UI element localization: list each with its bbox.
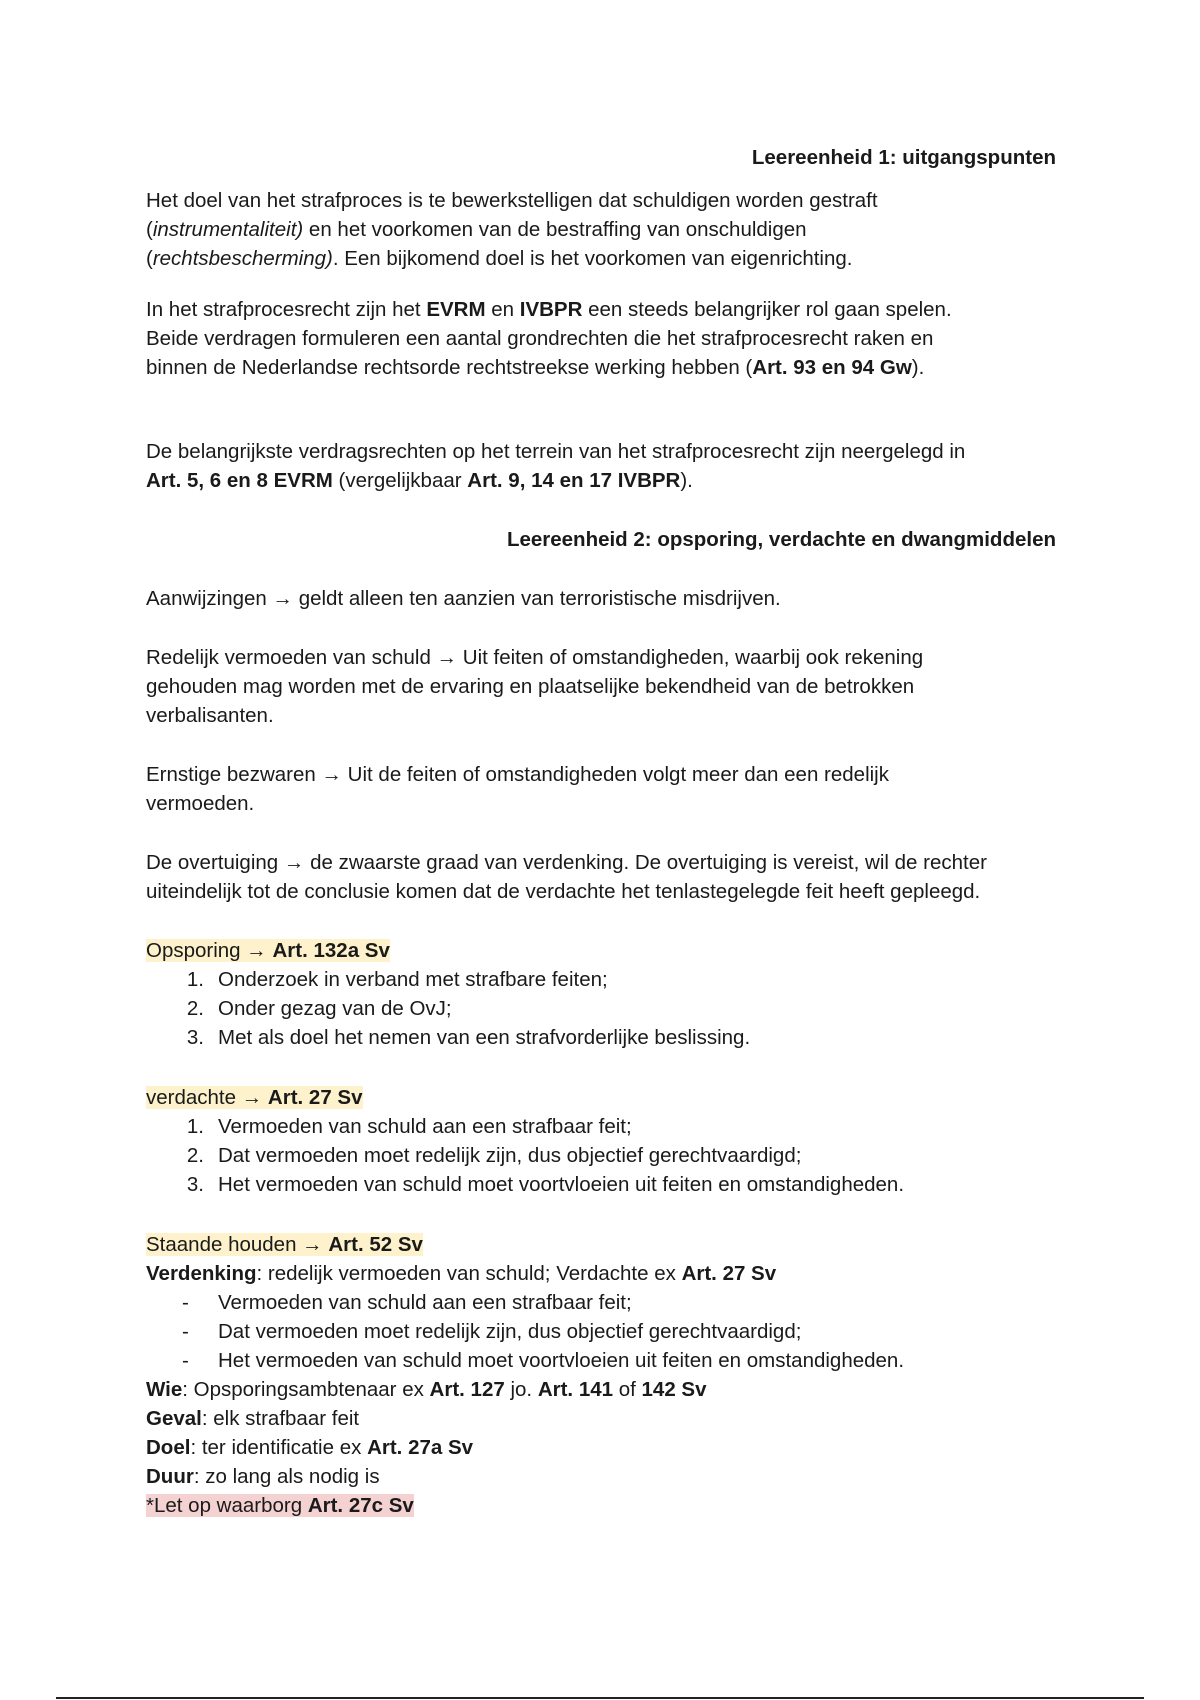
bold-article: Art. 5, 6 en 8 EVRM [146, 469, 333, 492]
text: verdachte → [146, 1086, 268, 1109]
text-line: De overtuiging → de zwaarste graad van verdenking. De overtuiging is vereist, wil de rechter [146, 851, 987, 874]
text-line: Ernstige bezwaren → Uit de feiten of omstandigheden volgt meer dan een redelijk [146, 763, 889, 786]
text: : redelijk vermoeden van schuld; Verdachte ex [256, 1262, 682, 1285]
text-line: Het doel van het strafproces is te bewerkstelligen dat schuldigen worden gestraft [146, 189, 878, 212]
text: binnen de Nederlandse rechtsorde rechtstreekse werking hebben ( [146, 356, 753, 379]
bottom-divider [56, 1697, 1144, 1699]
text-line [146, 353, 1056, 382]
text: : elk strafbaar feit [201, 1407, 360, 1430]
text-line: uiteindelijk tot de conclusie komen dat de verdachte het tenlastegelegde feit heeft gepleegd. [146, 880, 981, 903]
text-line [146, 215, 1056, 244]
highlight-staande-houden [146, 1233, 423, 1256]
text-line [146, 295, 1056, 324]
highlight-verdachte [146, 1086, 363, 1109]
label-doel: Doel [146, 1436, 191, 1459]
list-item [146, 1170, 1056, 1199]
list-text: Het vermoeden van schuld moet voortvloeien uit feiten en omstandigheden. [218, 1349, 905, 1372]
list-item [146, 1112, 1056, 1141]
highlight-opsporing [146, 939, 390, 962]
list-text: Dat vermoeden moet redelijk zijn, dus objectief gerechtvaardigd; [218, 1144, 802, 1167]
list-number: 2. [186, 997, 204, 1020]
text: ( [146, 218, 153, 241]
section-verdachte [146, 1083, 1056, 1112]
list-item [146, 1023, 1056, 1052]
heading-leereenheid-1: Leereenheid 1: uitgangspunten [751, 146, 1056, 169]
paragraph-overtuiging [146, 848, 1056, 906]
bold-article: Art. 127 [429, 1378, 505, 1401]
list-text: Dat vermoeden moet redelijk zijn, dus objectief gerechtvaardigd; [218, 1320, 802, 1343]
text-line: verbalisanten. [146, 704, 274, 727]
list-item [146, 965, 1056, 994]
bold-article: Art. 9, 14 en 17 IVBPR [467, 469, 681, 492]
text: *Let op waarborg [146, 1494, 308, 1517]
list-text: Onderzoek in verband met strafbare feiten; [218, 968, 608, 991]
text-line: Beide verdragen formuleren een aantal grondrechten die het strafprocesrecht raken en [146, 327, 934, 350]
text-line [146, 244, 1056, 273]
list-opsporing [146, 965, 1056, 1052]
list-text: Vermoeden van schuld aan een strafbaar feit; [218, 1115, 632, 1138]
label-verdenking: Verdenking [146, 1262, 257, 1285]
text-line [146, 1259, 1056, 1288]
list-verdenking [146, 1288, 1056, 1375]
list-text: Het vermoeden van schuld moet voortvloeien uit feiten en omstandigheden. [218, 1173, 905, 1196]
bold-article: Art. 93 en 94 Gw [752, 356, 912, 379]
label-geval: Geval [146, 1407, 202, 1430]
text-line: De belangrijkste verdragsrechten op het terrein van het strafprocesrecht zijn neergelegd in [146, 440, 966, 463]
list-text: Vermoeden van schuld aan een strafbaar feit; [218, 1291, 632, 1314]
paragraph-redelijk-vermoeden [146, 643, 1056, 730]
text: ( [146, 247, 153, 270]
bullet-dash: - [182, 1320, 189, 1343]
bold-evrm: EVRM [426, 298, 486, 321]
list-number: 3. [186, 1026, 204, 1049]
list-item [146, 994, 1056, 1023]
text: en [485, 298, 520, 321]
bold-article: 142 Sv [641, 1378, 707, 1401]
list-number: 1. [186, 968, 204, 991]
bold-article: Art. 27 Sv [267, 1086, 363, 1109]
text-line: Redelijk vermoeden van schuld → Uit feiten of omstandigheden, waarbij ook rekening [146, 646, 924, 669]
text-line [146, 936, 1056, 965]
text: ). [680, 469, 693, 492]
list-text: Onder gezag van de OvJ; [218, 997, 452, 1020]
text-line [146, 1462, 1056, 1491]
section-staande-houden [146, 1230, 1056, 1288]
paragraph-verdragsrechten [146, 437, 1056, 495]
text-line [146, 466, 1056, 495]
text-line: vermoeden. [146, 792, 255, 815]
text-line: gehouden mag worden met de ervaring en plaatselijke bekendheid van de betrokken [146, 675, 915, 698]
term-instrumentaliteit: instrumentaliteit) [152, 218, 304, 241]
list-item [146, 1141, 1056, 1170]
bold-article: Art. 132a Sv [272, 939, 390, 962]
list-number: 1. [186, 1115, 204, 1138]
bold-article: Art. 52 Sv [328, 1233, 423, 1256]
text: : ter identificatie ex [190, 1436, 368, 1459]
text-line [146, 1230, 1056, 1259]
list-number: 2. [186, 1144, 204, 1167]
text: Opsporing → [146, 939, 273, 962]
text-line [146, 1404, 1056, 1433]
paragraph-aanwijzingen [146, 584, 1056, 613]
staande-houden-details [146, 1375, 1056, 1520]
bullet-dash: - [182, 1291, 189, 1314]
label-duur: Duur [146, 1465, 194, 1488]
bullet-dash: - [182, 1349, 189, 1372]
paragraph-ernstige-bezwaren [146, 760, 1056, 818]
paragraph-doel-strafproces [146, 186, 1056, 273]
list-text: Met als doel het nemen van een strafvorderlijke beslissing. [218, 1026, 751, 1049]
bold-article: Art. 27 Sv [681, 1262, 777, 1285]
heading-leereenheid-2: Leereenheid 2: opsporing, verdachte en dwangmiddelen [506, 528, 1056, 551]
text: een steeds belangrijker rol gaan spelen. [582, 298, 952, 321]
text: In het strafprocesrecht zijn het [146, 298, 427, 321]
list-verdachte [146, 1112, 1056, 1199]
list-number: 3. [186, 1173, 204, 1196]
label-wie: Wie [146, 1378, 183, 1401]
text: Staande houden → [146, 1233, 329, 1256]
text: en het voorkomen van de bestraffing van onschuldigen [303, 218, 807, 241]
bold-article: Art. 27c Sv [307, 1494, 414, 1517]
text: jo. [504, 1378, 538, 1401]
text: : Opsporingsambtenaar ex [182, 1378, 430, 1401]
text: ). [911, 356, 925, 379]
text: . Een bijkomend doel is het voorkomen van eigenrichting. [332, 247, 853, 270]
text-line [146, 1083, 1056, 1112]
list-item [146, 1288, 1056, 1317]
text-line [146, 1375, 1056, 1404]
bold-ivbpr: IVBPR [519, 298, 583, 321]
text-line [146, 1433, 1056, 1462]
list-item [146, 1317, 1056, 1346]
bold-article: Art. 27a Sv [367, 1436, 474, 1459]
list-item [146, 1346, 1056, 1375]
text: of [613, 1378, 642, 1401]
text-line: Aanwijzingen → geldt alleen ten aanzien van terroristische misdrijven. [146, 587, 781, 610]
section-opsporing [146, 936, 1056, 965]
highlight-let-op [146, 1494, 414, 1517]
paragraph-evrm-ivbpr [146, 295, 1056, 382]
text: : zo lang als nodig is [193, 1465, 380, 1488]
bold-article: Art. 141 [537, 1378, 614, 1401]
text-line [146, 1491, 1056, 1520]
text: (vergelijkbaar [332, 469, 468, 492]
term-rechtsbescherming: rechtsbescherming) [152, 247, 333, 270]
